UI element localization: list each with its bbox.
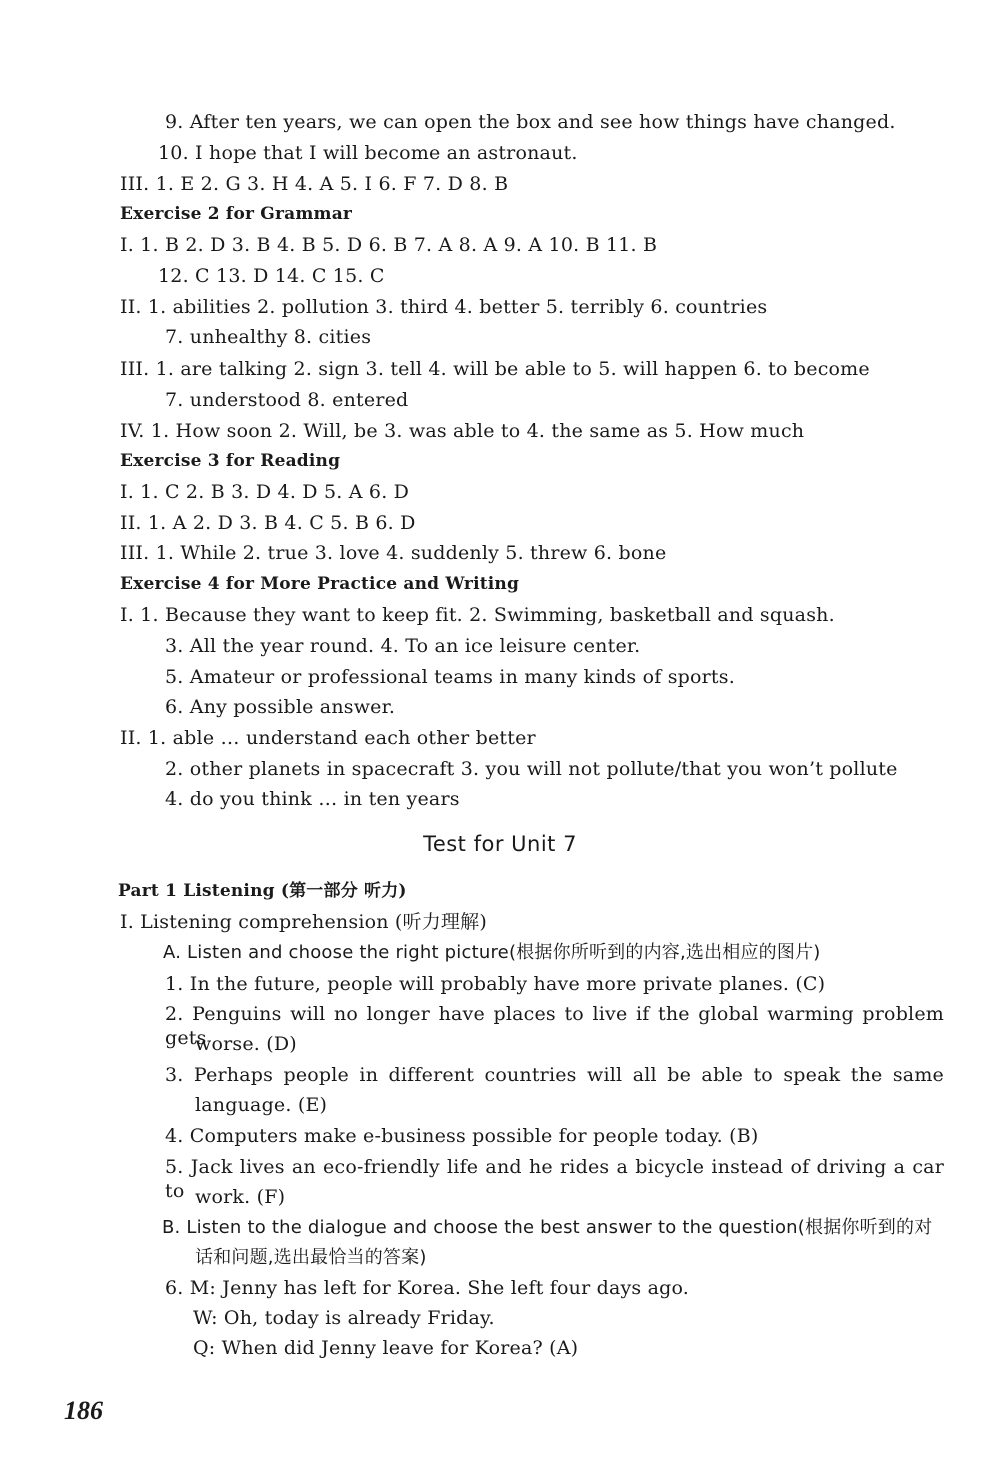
answer-line: 10. I hope that I will become an astronaut. <box>158 142 578 164</box>
instruction-line: B. Listen to the dialogue and choose the best answer to the question(根据你听到的对 <box>162 1217 933 1238</box>
answer-line: II. 1. able … understand each other better <box>120 727 536 749</box>
answer-line: 12. C 13. D 14. C 15. C <box>158 265 385 287</box>
text-line: 2. Penguins will no longer have places to live if the global warming problem gets <box>165 1003 944 1049</box>
answer-line: 5. Amateur or professional teams in many kinds of sports. <box>165 666 735 688</box>
answer-line: III. 1. E 2. G 3. H 4. A 5. I 6. F 7. D 8. B <box>120 173 509 195</box>
text-line: 3. Perhaps people in different countries will all be able to speak the same <box>165 1064 944 1086</box>
instruction-line: 话和问题,选出最恰当的答案) <box>195 1247 427 1268</box>
section-heading: Exercise 3 for Reading <box>120 451 341 471</box>
answer-line: III. 1. are talking 2. sign 3. tell 4. will be able to 5. will happen 6. to become <box>120 358 870 380</box>
text-line: 6. M: Jenny has left for Korea. She left four days ago. <box>165 1277 690 1299</box>
answer-line: 9. After ten years, we can open the box and see how things have changed. <box>165 111 896 133</box>
instruction-line: A. Listen and choose the right picture(根据你所听到的内容,选出相应的图片) <box>163 942 821 963</box>
answer-line: 6. Any possible answer. <box>165 696 396 718</box>
section-heading: Exercise 4 for More Practice and Writing <box>120 574 520 594</box>
answer-line: 7. unhealthy 8. cities <box>165 326 372 348</box>
text-line: W: Oh, today is already Friday. <box>193 1307 495 1329</box>
text-line: 4. Computers make e-business possible for people today. (B) <box>165 1125 759 1147</box>
answer-line: I. 1. B 2. D 3. B 4. B 5. D 6. B 7. A 8. A 9. A 10. B 11. B <box>120 234 658 256</box>
answer-line: 7. understood 8. entered <box>165 389 409 411</box>
text-line: 1. In the future, people will probably have more private planes. (C) <box>165 973 826 995</box>
text-line: worse. (D) <box>195 1033 297 1055</box>
text-line: I. Listening comprehension (听力理解) <box>120 911 487 933</box>
answer-line: IV. 1. How soon 2. Will, be 3. was able to 4. the same as 5. How much <box>120 420 805 442</box>
answer-line: II. 1. A 2. D 3. B 4. C 5. B 6. D <box>120 512 416 534</box>
answer-line: 3. All the year round. 4. To an ice leisure center. <box>165 635 641 657</box>
text-line: 5. Jack lives an eco-friendly life and he rides a bicycle instead of driving a car to <box>165 1156 944 1202</box>
section-heading: Part 1 Listening (第一部分 听力) <box>118 881 407 901</box>
answer-line: III. 1. While 2. true 3. love 4. suddenly 5. threw 6. bone <box>120 542 667 564</box>
page-number: 186 <box>64 1396 103 1425</box>
answer-line: 2. other planets in spacecraft 3. you will not pollute/that you won’t pollute <box>165 758 898 780</box>
answer-line: I. 1. Because they want to keep fit. 2. Swimming, basketball and squash. <box>120 604 835 626</box>
answer-line: I. 1. C 2. B 3. D 4. D 5. A 6. D <box>120 481 410 503</box>
answer-line: 4. do you think … in ten years <box>165 788 460 810</box>
answer-line: II. 1. abilities 2. pollution 3. third 4. better 5. terribly 6. countries <box>120 296 768 318</box>
text-line: work. (F) <box>195 1186 286 1208</box>
page-title: Test for Unit 7 <box>423 832 577 856</box>
section-heading: Exercise 2 for Grammar <box>120 204 353 224</box>
text-line: language. (E) <box>195 1094 328 1116</box>
text-line: Q: When did Jenny leave for Korea? (A) <box>193 1337 579 1359</box>
